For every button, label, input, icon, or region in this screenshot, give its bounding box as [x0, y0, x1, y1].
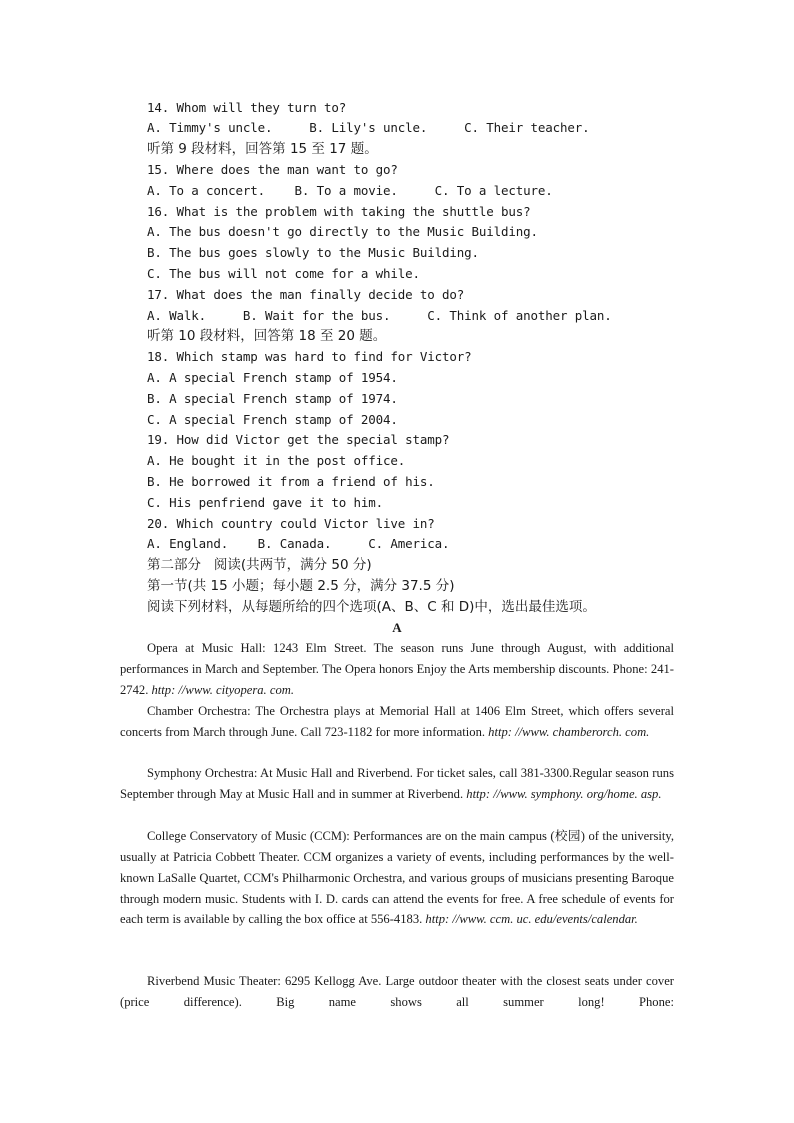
paragraph-text: Symphony Orchestra: At Music Hall and Riverbend. For ticket sales, call 381-3300.Regular season runs September through May at Music Hall and in summer at Riverbend. [120, 766, 674, 801]
option-18b: B. A special French stamp of 1974. [147, 391, 398, 406]
section-instruction-10: 听第 10 段材料，回答第 18 至 20 题。 [147, 328, 387, 344]
paragraph-ccm [120, 826, 674, 930]
option-19c: C. His penfriend gave it to him. [147, 495, 384, 510]
option-18a: A. A special French stamp of 1954. [147, 370, 398, 385]
question-14: 14. Whom will they turn to? [147, 100, 347, 115]
question-15: 15. Where does the man want to go? [147, 162, 398, 177]
paragraph-chamber-orchestra [120, 701, 674, 743]
question-16: 16. What is the problem with taking the shuttle bus? [147, 204, 531, 219]
paragraph-opera [120, 638, 674, 701]
reading-instruction: 阅读下列材料，从每题所给的四个选项(A、B、C 和 D)中，选出最佳选项。 [147, 599, 596, 615]
paragraph-text: College Conservatory of Music (CCM): Performances are on the main campus (校园) of the university, usually at Patricia Cobbett Theater. CCM organizes a variety of events, including performances by the well-known LaSalle Quartet, CCM's Philharmonic Orchestra, and various groups of musicians presenting Baroque through modern music. Students with I. D. cards can attend the events for free. A free schedule of events for each term is available by calling the box office at 556-4183. [120, 829, 674, 927]
option-19b: B. He borrowed it from a friend of his. [147, 474, 435, 489]
option-18c: C. A special French stamp of 2004. [147, 412, 398, 427]
paragraph-text: Chamber Orchestra: The Orchestra plays at Memorial Hall at 1406 Elm Street, which offers several concerts from March through June. Call 723-1182 for more information. [120, 704, 674, 739]
section-instruction-9: 听第 9 段材料，回答第 15 至 17 题。 [147, 141, 378, 157]
website-link: http: //www. chamberorch. com. [488, 724, 650, 739]
options-17: A. Walk. B. Wait for the bus. C. Think of another plan. [147, 308, 612, 323]
options-20: A. England. B. Canada. C. America. [147, 536, 450, 551]
option-19a: A. He bought it in the post office. [147, 453, 406, 468]
question-18: 18. Which stamp was hard to find for Victor? [147, 349, 472, 364]
section-title: 第一节(共 15 小题；每小题 2.5 分，满分 37.5 分) [147, 578, 455, 594]
option-16b: B. The bus goes slowly to the Music Building. [147, 245, 479, 260]
question-19: 19. How did Victor get the special stamp? [147, 432, 450, 447]
options-15: A. To a concert. B. To a movie. C. To a lecture. [147, 183, 553, 198]
paragraph-text: Opera at Music Hall: 1243 Elm Street. The season runs June through August, with additional performances in March and September. The Opera honors Enjoy the Arts membership discounts. Phone: 241-2742. [120, 641, 674, 697]
passage-letter: A [392, 620, 402, 635]
question-20: 20. Which country could Victor live in? [147, 516, 435, 531]
question-17: 17. What does the man finally decide to do? [147, 287, 465, 302]
option-16a: A. The bus doesn't go directly to the Music Building. [147, 224, 538, 239]
website-link: http: //www. symphony. org/home. asp. [466, 786, 662, 801]
paragraph-text: Riverbend Music Theater: 6295 Kellogg Ave. Large outdoor theater with the closest seats under cover (price difference). Big name shows all summer long! Phone: [120, 974, 674, 1009]
option-16c: C. The bus will not come for a while. [147, 266, 420, 281]
paragraph-riverbend [120, 971, 674, 1013]
website-link: http: //www. cityopera. com. [151, 682, 294, 697]
options-14: A. Timmy's uncle. B. Lily's uncle. C. Their teacher. [147, 120, 590, 135]
website-link: http: //www. ccm. uc. edu/events/calendar. [425, 912, 638, 927]
paragraph-symphony-orchestra [120, 763, 674, 805]
part-title: 第二部分 阅读(共两节，满分 50 分) [147, 557, 372, 573]
